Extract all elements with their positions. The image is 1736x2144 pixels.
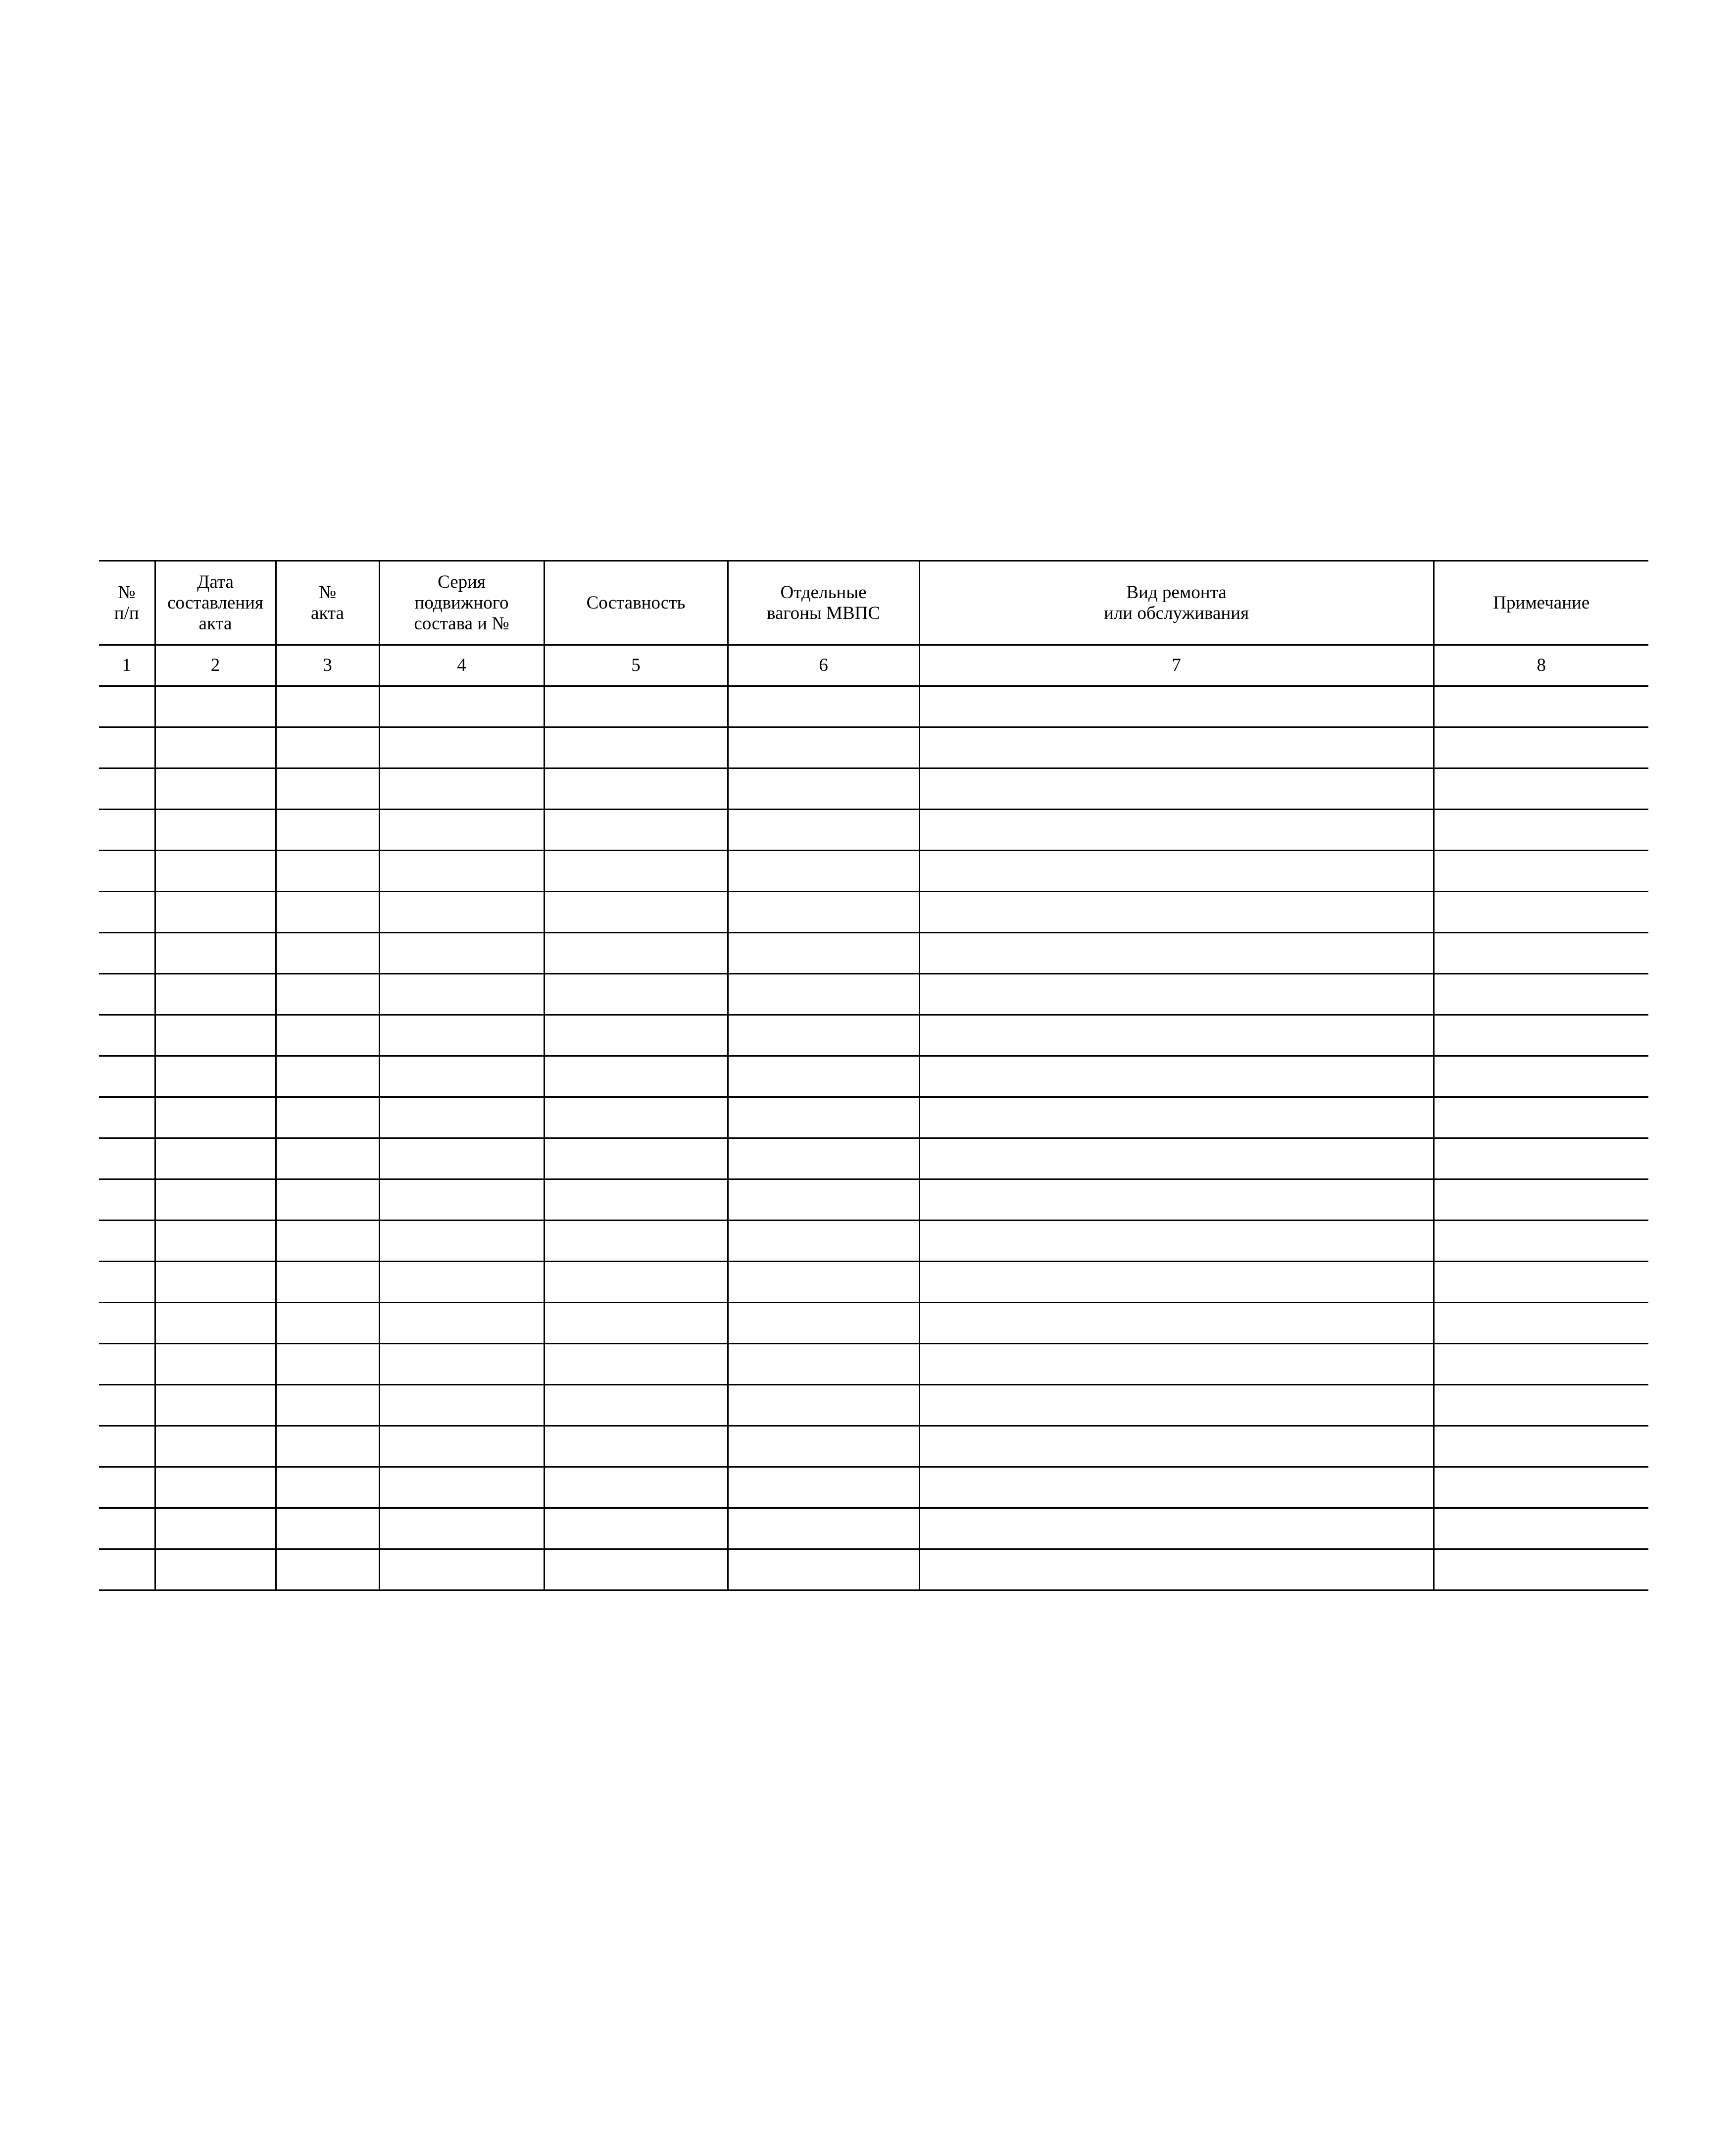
table-cell: [728, 1097, 919, 1138]
table-row: [99, 1467, 1648, 1508]
table-cell: [919, 1426, 1434, 1467]
table-cell: [1434, 1303, 1648, 1344]
table-cell: [155, 1467, 276, 1508]
table-cell: [1434, 892, 1648, 933]
table-cell: [1434, 851, 1648, 892]
table-cell: [379, 974, 544, 1015]
table-cell: [99, 933, 155, 974]
table-cell: [99, 1015, 155, 1056]
header-row-number: № п/п: [99, 561, 155, 645]
header-rolling-stock-series: Серия подвижного состава и №: [379, 561, 544, 645]
table-cell: [155, 1015, 276, 1056]
table-cell: [276, 810, 379, 851]
table-cell: [1434, 1138, 1648, 1179]
table-cell: [919, 974, 1434, 1015]
table-cell: [276, 933, 379, 974]
table-cell: [728, 1303, 919, 1344]
table-cell: [728, 1179, 919, 1221]
table-cell: [276, 1344, 379, 1385]
table-cell: [99, 1508, 155, 1549]
table-row: [99, 768, 1648, 810]
table-row: [99, 1179, 1648, 1221]
table-cell: [728, 974, 919, 1015]
table-cell: [1434, 810, 1648, 851]
table-cell: [155, 727, 276, 768]
table-cell: [544, 1138, 728, 1179]
table-cell: [379, 1097, 544, 1138]
table-cell: [728, 686, 919, 727]
table-cell: [99, 686, 155, 727]
table-cell: [99, 892, 155, 933]
table-cell: [544, 1015, 728, 1056]
table-cell: [544, 933, 728, 974]
table-cell: [155, 1385, 276, 1426]
table-cell: [99, 1138, 155, 1179]
table-body: [99, 686, 1648, 1590]
table-row: [99, 1262, 1648, 1303]
table-cell: [276, 1385, 379, 1426]
table-cell: [155, 1303, 276, 1344]
column-number: 1: [99, 645, 155, 686]
table-cell: [544, 810, 728, 851]
table-row: [99, 933, 1648, 974]
table-cell: [728, 1056, 919, 1097]
table-cell: [728, 1467, 919, 1508]
table-cell: [544, 1056, 728, 1097]
table-cell: [919, 1467, 1434, 1508]
table-cell: [1434, 686, 1648, 727]
table-cell: [919, 1138, 1434, 1179]
table-cell: [728, 1221, 919, 1262]
table-cell: [379, 1138, 544, 1179]
table-cell: [155, 1097, 276, 1138]
column-number: 6: [728, 645, 919, 686]
table-cell: [155, 1508, 276, 1549]
table-cell: [155, 1138, 276, 1179]
table-cell: [276, 768, 379, 810]
table-cell: [99, 1056, 155, 1097]
table-cell: [155, 1344, 276, 1385]
table-cell: [379, 727, 544, 768]
table-cell: [544, 1385, 728, 1426]
table-cell: [99, 1221, 155, 1262]
table-cell: [99, 768, 155, 810]
table-row: [99, 1344, 1648, 1385]
column-number: 4: [379, 645, 544, 686]
column-number-row: [99, 645, 1648, 686]
column-number: 5: [544, 645, 728, 686]
table-cell: [919, 1056, 1434, 1097]
table-cell: [728, 1385, 919, 1426]
table-cell: [276, 851, 379, 892]
table-cell: [544, 768, 728, 810]
table-cell: [728, 1138, 919, 1179]
table-cell: [276, 1508, 379, 1549]
table-row: [99, 1221, 1648, 1262]
table-cell: [919, 1179, 1434, 1221]
table-row: [99, 727, 1648, 768]
table-row: [99, 892, 1648, 933]
table-cell: [544, 1508, 728, 1549]
header-train-composition: Составность: [544, 561, 728, 645]
table-cell: [1434, 1508, 1648, 1549]
table-cell: [99, 1344, 155, 1385]
table-cell: [1434, 1015, 1648, 1056]
table-cell: [544, 686, 728, 727]
table-cell: [379, 892, 544, 933]
table-cell: [919, 1344, 1434, 1385]
table-cell: [379, 1015, 544, 1056]
table-cell: [919, 1221, 1434, 1262]
table-cell: [99, 1426, 155, 1467]
table-cell: [276, 974, 379, 1015]
table-row: [99, 851, 1648, 892]
table-cell: [544, 974, 728, 1015]
table-cell: [1434, 727, 1648, 768]
table-cell: [379, 1508, 544, 1549]
table-row: [99, 974, 1648, 1015]
table-cell: [728, 1508, 919, 1549]
table-cell: [544, 727, 728, 768]
table-row: [99, 1015, 1648, 1056]
table-cell: [379, 1262, 544, 1303]
table-cell: [379, 1056, 544, 1097]
table-cell: [919, 1262, 1434, 1303]
table-cell: [919, 1015, 1434, 1056]
table-cell: [1434, 1426, 1648, 1467]
table-cell: [544, 1179, 728, 1221]
column-number: 8: [1434, 645, 1648, 686]
table-cell: [155, 1056, 276, 1097]
table-cell: [379, 933, 544, 974]
table-cell: [1434, 1221, 1648, 1262]
table-cell: [276, 1221, 379, 1262]
table-cell: [276, 727, 379, 768]
table-cell: [379, 686, 544, 727]
table-cell: [276, 1467, 379, 1508]
table-cell: [728, 933, 919, 974]
table-cell: [99, 1303, 155, 1344]
table-row: [99, 810, 1648, 851]
table-cell: [155, 810, 276, 851]
table-cell: [1434, 1056, 1648, 1097]
table-cell: [728, 727, 919, 768]
table-cell: [544, 1344, 728, 1385]
header-separate-cars: Отдельные вагоны МВПС: [728, 561, 919, 645]
table-cell: [1434, 1344, 1648, 1385]
table-cell: [155, 1262, 276, 1303]
table-cell: [379, 1426, 544, 1467]
table-cell: [919, 686, 1434, 727]
column-number: 2: [155, 645, 276, 686]
table-cell: [544, 1097, 728, 1138]
header-act-date: Дата составления акта: [155, 561, 276, 645]
table-cell: [155, 851, 276, 892]
table-row: [99, 1138, 1648, 1179]
table-cell: [919, 1508, 1434, 1549]
header-act-number: № акта: [276, 561, 379, 645]
table-row: [99, 1426, 1648, 1467]
table-cell: [728, 1015, 919, 1056]
table-cell: [379, 1549, 544, 1590]
column-number: 7: [919, 645, 1434, 686]
table-cell: [276, 1549, 379, 1590]
table-cell: [99, 1262, 155, 1303]
table-cell: [99, 1549, 155, 1590]
table-cell: [728, 768, 919, 810]
table-cell: [276, 1426, 379, 1467]
table-cell: [276, 1097, 379, 1138]
table-cell: [919, 810, 1434, 851]
table-cell: [1434, 974, 1648, 1015]
table-cell: [155, 892, 276, 933]
table-cell: [276, 1179, 379, 1221]
table-cell: [276, 1303, 379, 1344]
table-cell: [155, 1549, 276, 1590]
table-cell: [99, 810, 155, 851]
table-cell: [544, 892, 728, 933]
table-cell: [379, 1179, 544, 1221]
table-cell: [544, 1426, 728, 1467]
table-cell: [544, 1303, 728, 1344]
table-row: [99, 1056, 1648, 1097]
table-cell: [544, 1262, 728, 1303]
table-cell: [99, 1385, 155, 1426]
header-row: [99, 561, 1648, 645]
table-cell: [99, 1179, 155, 1221]
table-cell: [276, 1056, 379, 1097]
table-row: [99, 1385, 1648, 1426]
table-cell: [155, 1221, 276, 1262]
table-cell: [99, 974, 155, 1015]
table-row: [99, 1303, 1648, 1344]
table-cell: [99, 1097, 155, 1138]
table-cell: [919, 727, 1434, 768]
table-cell: [99, 851, 155, 892]
table-cell: [728, 851, 919, 892]
table-cell: [276, 1262, 379, 1303]
table-cell: [276, 686, 379, 727]
table-cell: [1434, 1097, 1648, 1138]
journal-table: [99, 560, 1648, 1591]
table-cell: [544, 851, 728, 892]
table-cell: [1434, 1179, 1648, 1221]
table-cell: [99, 727, 155, 768]
table-cell: [919, 1303, 1434, 1344]
table-cell: [919, 851, 1434, 892]
table-cell: [379, 1467, 544, 1508]
table-cell: [379, 1221, 544, 1262]
table-cell: [155, 974, 276, 1015]
table-cell: [99, 1467, 155, 1508]
table-cell: [379, 851, 544, 892]
table-cell: [919, 768, 1434, 810]
table-cell: [919, 933, 1434, 974]
table-cell: [728, 810, 919, 851]
table-cell: [544, 1221, 728, 1262]
table-cell: [1434, 768, 1648, 810]
table-cell: [276, 1015, 379, 1056]
table-cell: [155, 686, 276, 727]
table-row: [99, 1097, 1648, 1138]
table-cell: [155, 768, 276, 810]
table-cell: [276, 892, 379, 933]
table-cell: [544, 1549, 728, 1590]
table-cell: [379, 1344, 544, 1385]
table-cell: [1434, 933, 1648, 974]
table-cell: [276, 1138, 379, 1179]
header-repair-type: Вид ремонта или обслуживания: [919, 561, 1434, 645]
table-cell: [728, 892, 919, 933]
table-cell: [1434, 1467, 1648, 1508]
table-cell: [1434, 1549, 1648, 1590]
table-cell: [919, 1097, 1434, 1138]
table-cell: [155, 933, 276, 974]
table-cell: [379, 1385, 544, 1426]
table-cell: [379, 768, 544, 810]
table-cell: [544, 1467, 728, 1508]
table-cell: [728, 1549, 919, 1590]
header-note: Примечание: [1434, 561, 1648, 645]
table-cell: [379, 810, 544, 851]
table-cell: [728, 1262, 919, 1303]
table-cell: [919, 1385, 1434, 1426]
table-cell: [1434, 1385, 1648, 1426]
table-row: [99, 1508, 1648, 1549]
column-number: 3: [276, 645, 379, 686]
table-cell: [379, 1303, 544, 1344]
table-row: [99, 1549, 1648, 1590]
table-row: [99, 686, 1648, 727]
table-cell: [155, 1426, 276, 1467]
table-cell: [919, 892, 1434, 933]
table-cell: [1434, 1262, 1648, 1303]
table-cell: [919, 1549, 1434, 1590]
table-cell: [728, 1344, 919, 1385]
table-cell: [155, 1179, 276, 1221]
table-cell: [728, 1426, 919, 1467]
